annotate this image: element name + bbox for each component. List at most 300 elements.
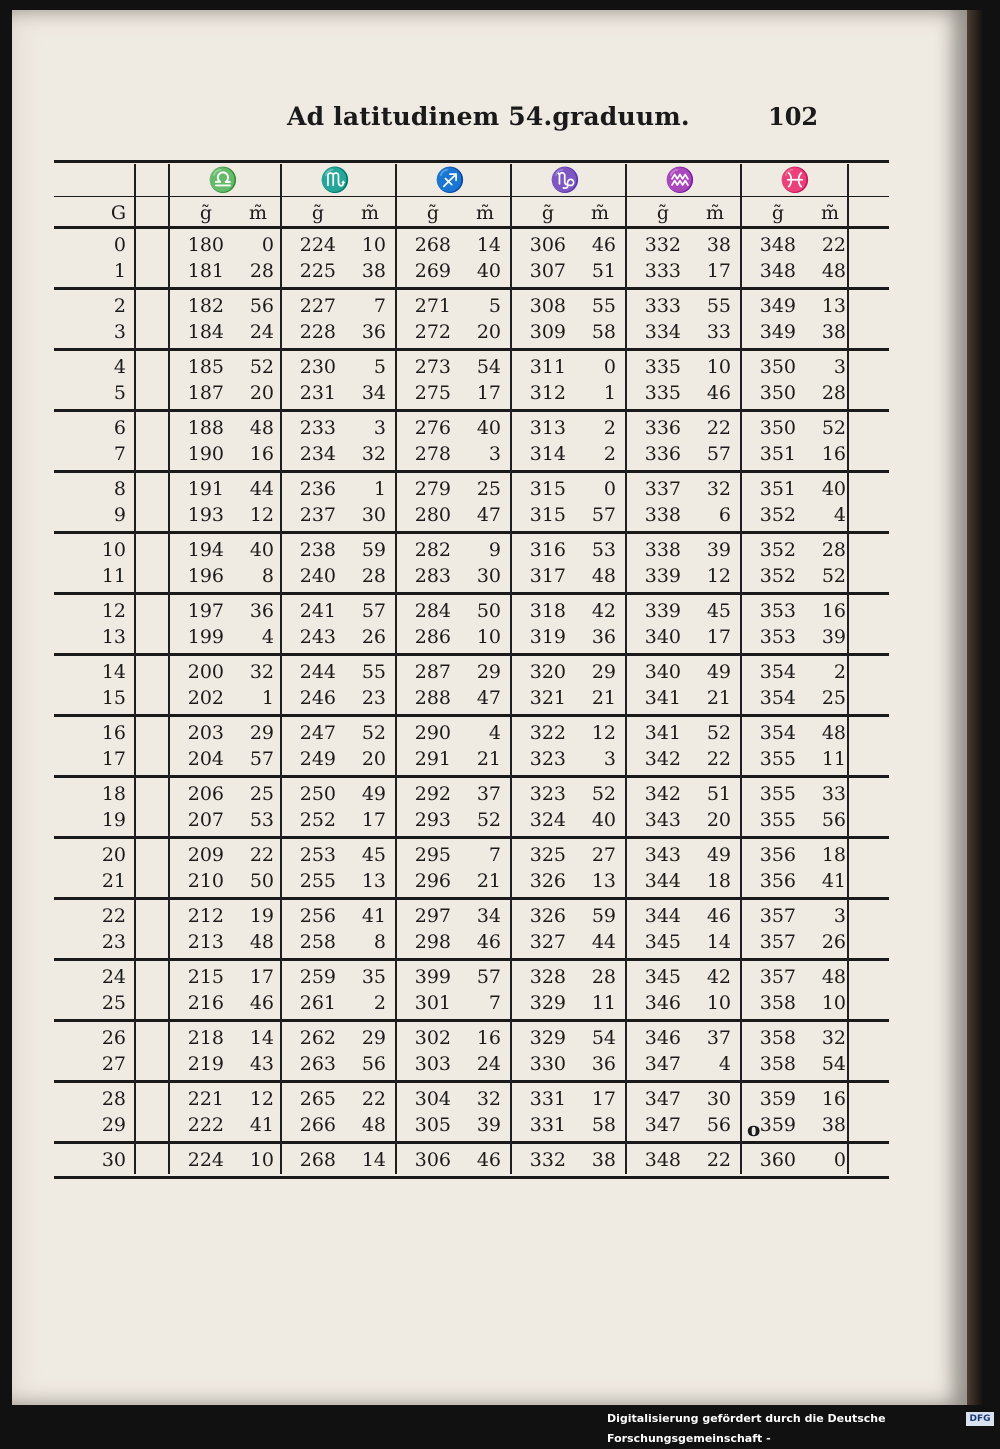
minute-value: 4 [718,1053,731,1075]
minute-value: 1 [373,478,386,500]
minute-value: 52 [249,356,274,378]
footer-mark: o [747,1117,761,1141]
minute-value: 40 [249,539,274,561]
degree-value: 265 [299,1088,336,1110]
degree-value: 276 [414,417,451,439]
minute-value: 57 [361,600,386,622]
minute-value: 49 [706,844,731,866]
minute-value: 37 [706,1027,731,1049]
table-row [54,990,889,1016]
degree-value: 233 [299,417,336,439]
minute-value: 22 [706,1149,731,1171]
degree-value: 343 [644,809,681,831]
minute-value: 52 [476,809,501,831]
degree-value: 315 [529,478,566,500]
minute-value: 28 [591,966,616,988]
degree-index: 20 [101,844,126,866]
pair-separator-rule [54,592,889,595]
minute-value: 36 [591,1053,616,1075]
degree-value: 246 [299,687,336,709]
pair-separator-rule [54,1080,889,1083]
minute-value: 21 [706,687,731,709]
degree-value: 222 [187,1114,224,1136]
degree-value: 350 [759,382,796,404]
degree-value: 202 [187,687,224,709]
minute-value: 40 [821,478,846,500]
minute-value: 23 [361,687,386,709]
minute-value: 55 [591,295,616,317]
degree-value: 268 [414,234,451,256]
degree-value: 180 [187,234,224,256]
degree-value: 238 [299,539,336,561]
minute-value: 37 [476,783,501,805]
minute-value: 22 [821,234,846,256]
minute-value: 54 [591,1027,616,1049]
degree-value: 207 [187,809,224,831]
degree-index: 29 [101,1114,126,1136]
degree-value: 399 [414,966,451,988]
table-row [54,319,889,345]
header-rule-bottom [54,226,889,229]
minute-label: m̃ [475,202,495,224]
degree-value: 275 [414,382,451,404]
minute-value: 2 [373,992,386,1014]
table-row [54,929,889,955]
degree-value: 324 [529,809,566,831]
minute-value: 48 [821,966,846,988]
minute-value: 36 [249,600,274,622]
pair-separator-rule [54,409,889,412]
pair-separator-rule [54,958,889,961]
minute-value: 46 [706,382,731,404]
column-divider [740,164,742,1174]
minute-value: 40 [476,260,501,282]
degree-index: 14 [101,661,126,683]
degree-index: 9 [113,504,126,526]
degree-index: 1 [113,260,126,282]
minute-value: 39 [821,626,846,648]
minute-value: 47 [476,504,501,526]
minute-value: 48 [821,722,846,744]
degree-value: 313 [529,417,566,439]
degree-value: 353 [759,600,796,622]
minute-value: 30 [706,1088,731,1110]
table-row [54,685,889,711]
libra-icon: ♎ [208,166,238,194]
degree-value: 355 [759,748,796,770]
degree-value: 340 [644,661,681,683]
degree-value: 354 [759,661,796,683]
minute-value: 58 [591,321,616,343]
degree-value: 347 [644,1053,681,1075]
minute-value: 3 [603,748,616,770]
table-rule-bottom [54,1176,889,1179]
degree-value: 358 [759,1053,796,1075]
degree-value: 341 [644,687,681,709]
degree-value: 213 [187,931,224,953]
degree-value: 272 [414,321,451,343]
minute-value: 22 [706,748,731,770]
pair-separator-rule [54,714,889,717]
degree-value: 247 [299,722,336,744]
book-page [12,10,967,1405]
degree-value: 330 [529,1053,566,1075]
degree-value: 185 [187,356,224,378]
minute-value: 52 [821,417,846,439]
minute-value: 56 [249,295,274,317]
page-number: 102 [768,102,819,131]
degree-value: 328 [529,966,566,988]
minute-value: 39 [706,539,731,561]
degree-value: 209 [187,844,224,866]
degree-value: 196 [187,565,224,587]
minute-value: 36 [361,321,386,343]
degree-value: 339 [644,565,681,587]
degree-value: 241 [299,600,336,622]
degree-value: 296 [414,870,451,892]
minute-value: 46 [476,1149,501,1171]
minute-value: 36 [591,626,616,648]
degree-value: 297 [414,905,451,927]
degree-value: 333 [644,260,681,282]
degree-value: 318 [529,600,566,622]
pair-separator-rule [54,348,889,351]
minute-value: 28 [361,565,386,587]
minute-value: 17 [476,382,501,404]
degree-index: 13 [101,626,126,648]
degree-value: 298 [414,931,451,953]
minute-value: 28 [821,539,846,561]
minute-value: 24 [249,321,274,343]
minute-label: m̃ [820,202,840,224]
degree-value: 250 [299,783,336,805]
minute-value: 29 [249,722,274,744]
degree-value: 352 [759,504,796,526]
minute-value: 41 [249,1114,274,1136]
minute-value: 3 [488,443,501,465]
degree-index: 25 [101,992,126,1014]
degree-value: 292 [414,783,451,805]
degree-value: 348 [759,234,796,256]
minute-value: 21 [476,748,501,770]
table-row [54,258,889,284]
minute-value: 46 [249,992,274,1014]
minute-value: 40 [476,417,501,439]
degree-index: 19 [101,809,126,831]
minute-value: 58 [591,1114,616,1136]
minute-value: 22 [249,844,274,866]
degree-index: 7 [113,443,126,465]
minute-value: 4 [833,504,846,526]
degree-value: 197 [187,600,224,622]
minute-value: 1 [261,687,274,709]
degree-value: 268 [299,1149,336,1171]
degree-value: 273 [414,356,451,378]
degree-value: 345 [644,931,681,953]
degree-value: 352 [759,565,796,587]
minute-value: 55 [706,295,731,317]
degree-value: 314 [529,443,566,465]
column-divider [510,164,512,1174]
degree-value: 341 [644,722,681,744]
digitization-credit: Digitalisierung gefördert durch die Deutsche Forschungsgemeinschaft - [607,1412,886,1445]
table-row [54,598,889,624]
degree-index: 12 [101,600,126,622]
degree-value: 206 [187,783,224,805]
degree-value: 320 [529,661,566,683]
degree-value: 253 [299,844,336,866]
table-row [54,903,889,929]
degree-value: 234 [299,443,336,465]
degree-value: 349 [759,295,796,317]
minute-value: 20 [706,809,731,831]
degree-value: 293 [414,809,451,831]
minute-value: 38 [821,1114,846,1136]
minute-value: 52 [821,565,846,587]
minute-value: 0 [603,356,616,378]
degree-index: 5 [113,382,126,404]
minute-value: 14 [361,1149,386,1171]
degree-value: 184 [187,321,224,343]
minute-value: 3 [833,356,846,378]
degree-value: 331 [529,1088,566,1110]
minute-value: 2 [833,661,846,683]
degree-value: 321 [529,687,566,709]
minute-value: 28 [249,260,274,282]
degree-value: 357 [759,966,796,988]
degree-value: 347 [644,1114,681,1136]
dfg-logo: DFG [966,1412,994,1426]
degree-label: g̃ [541,202,555,224]
pair-separator-rule [54,653,889,656]
minute-value: 5 [488,295,501,317]
minute-value: 2 [603,443,616,465]
minute-value: 44 [591,931,616,953]
minute-value: 32 [249,661,274,683]
degree-value: 356 [759,844,796,866]
degree-value: 352 [759,539,796,561]
minute-value: 47 [476,687,501,709]
minute-label: m̃ [590,202,610,224]
degree-value: 326 [529,905,566,927]
pair-separator-rule [54,531,889,534]
minute-value: 4 [488,722,501,744]
degree-value: 345 [644,966,681,988]
degree-value: 279 [414,478,451,500]
minute-value: 44 [249,478,274,500]
degree-value: 325 [529,844,566,866]
minute-value: 45 [361,844,386,866]
minute-value: 10 [249,1149,274,1171]
minute-value: 14 [476,234,501,256]
minute-value: 0 [833,1149,846,1171]
minute-value: 38 [821,321,846,343]
degree-value: 287 [414,661,451,683]
table-row [54,1147,889,1173]
degree-value: 256 [299,905,336,927]
degree-value: 305 [414,1114,451,1136]
column-divider [847,164,849,1174]
degree-value: 323 [529,748,566,770]
degree-value: 255 [299,870,336,892]
degree-value: 344 [644,905,681,927]
degree-value: 348 [759,260,796,282]
minute-value: 32 [476,1088,501,1110]
degree-value: 212 [187,905,224,927]
minute-value: 38 [361,260,386,282]
ascension-table [54,160,889,1171]
degree-value: 295 [414,844,451,866]
minute-value: 17 [706,260,731,282]
minute-label: m̃ [360,202,380,224]
degree-value: 356 [759,870,796,892]
degree-index: 4 [113,356,126,378]
degree-value: 350 [759,417,796,439]
degree-value: 271 [414,295,451,317]
minute-value: 33 [706,321,731,343]
degree-value: 340 [644,626,681,648]
table-row [54,1112,889,1138]
degree-value: 357 [759,931,796,953]
degree-index: 8 [113,478,126,500]
minute-value: 46 [591,234,616,256]
degree-value: 200 [187,661,224,683]
degree-value: 284 [414,600,451,622]
degree-value: 291 [414,748,451,770]
table-row [54,1051,889,1077]
page-edge [967,10,983,1405]
minute-value: 41 [361,905,386,927]
degree-value: 343 [644,844,681,866]
minute-value: 20 [476,321,501,343]
minute-value: 12 [591,722,616,744]
degree-value: 227 [299,295,336,317]
minute-value: 50 [476,600,501,622]
pair-separator-rule [54,1141,889,1144]
minute-value: 48 [249,417,274,439]
minute-value: 35 [361,966,386,988]
minute-value: 25 [249,783,274,805]
minute-value: 16 [821,443,846,465]
degree-value: 327 [529,931,566,953]
minute-value: 20 [361,748,386,770]
degree-value: 286 [414,626,451,648]
minute-value: 16 [476,1027,501,1049]
pair-separator-rule [54,775,889,778]
degree-index: 6 [113,417,126,439]
degree-value: 337 [644,478,681,500]
minute-value: 13 [821,295,846,317]
minute-value: 56 [821,809,846,831]
minute-value: 1 [603,382,616,404]
degree-value: 358 [759,1027,796,1049]
degree-value: 301 [414,992,451,1014]
minute-value: 30 [361,504,386,526]
degree-value: 342 [644,748,681,770]
minute-value: 46 [476,931,501,953]
minute-value: 38 [706,234,731,256]
degree-value: 323 [529,783,566,805]
degree-value: 326 [529,870,566,892]
minute-value: 25 [821,687,846,709]
degree-value: 199 [187,626,224,648]
minute-value: 55 [361,661,386,683]
degree-value: 346 [644,1027,681,1049]
degree-value: 344 [644,870,681,892]
minute-value: 46 [706,905,731,927]
minute-value: 6 [718,504,731,526]
degree-index: 23 [101,931,126,953]
page-header [12,102,967,142]
minute-value: 32 [821,1027,846,1049]
degree-label: g̃ [771,202,785,224]
minute-value: 57 [591,504,616,526]
minute-value: 16 [249,443,274,465]
degree-value: 357 [759,905,796,927]
degree-value: 306 [414,1149,451,1171]
degree-index: 27 [101,1053,126,1075]
degree-value: 351 [759,478,796,500]
minute-value: 40 [591,809,616,831]
minute-value: 33 [821,783,846,805]
degree-value: 182 [187,295,224,317]
degree-value: 308 [529,295,566,317]
pisces-icon: ♓ [780,166,810,194]
minute-value: 28 [821,382,846,404]
minute-value: 54 [821,1053,846,1075]
minute-value: 13 [591,870,616,892]
degree-value: 329 [529,992,566,1014]
degree-value: 347 [644,1088,681,1110]
degree-value: 335 [644,356,681,378]
g-column-divider [134,164,136,1174]
degree-value: 225 [299,260,336,282]
minute-value: 10 [706,992,731,1014]
pair-separator-rule [54,897,889,900]
minute-value: 32 [361,443,386,465]
minute-value: 42 [591,600,616,622]
degree-value: 194 [187,539,224,561]
table-row [54,380,889,406]
degree-value: 278 [414,443,451,465]
degree-index: 24 [101,966,126,988]
degree-value: 231 [299,382,336,404]
degree-value: 346 [644,992,681,1014]
table-row [54,781,889,807]
degree-value: 351 [759,443,796,465]
degree-value: 283 [414,565,451,587]
table-row [54,868,889,894]
degree-value: 331 [529,1114,566,1136]
degree-value: 224 [187,1149,224,1171]
degree-value: 335 [644,382,681,404]
minute-value: 29 [476,661,501,683]
degree-value: 190 [187,443,224,465]
minute-value: 17 [361,809,386,831]
minute-value: 12 [249,1088,274,1110]
degree-value: 336 [644,443,681,465]
minute-label: m̃ [248,202,268,224]
pair-separator-rule [54,287,889,290]
table-row [54,807,889,833]
table-row [54,746,889,772]
degree-value: 342 [644,783,681,805]
minute-value: 48 [361,1114,386,1136]
sign-header-row [54,168,889,194]
table-row [54,659,889,685]
minute-value: 16 [821,1088,846,1110]
minute-value: 30 [476,565,501,587]
